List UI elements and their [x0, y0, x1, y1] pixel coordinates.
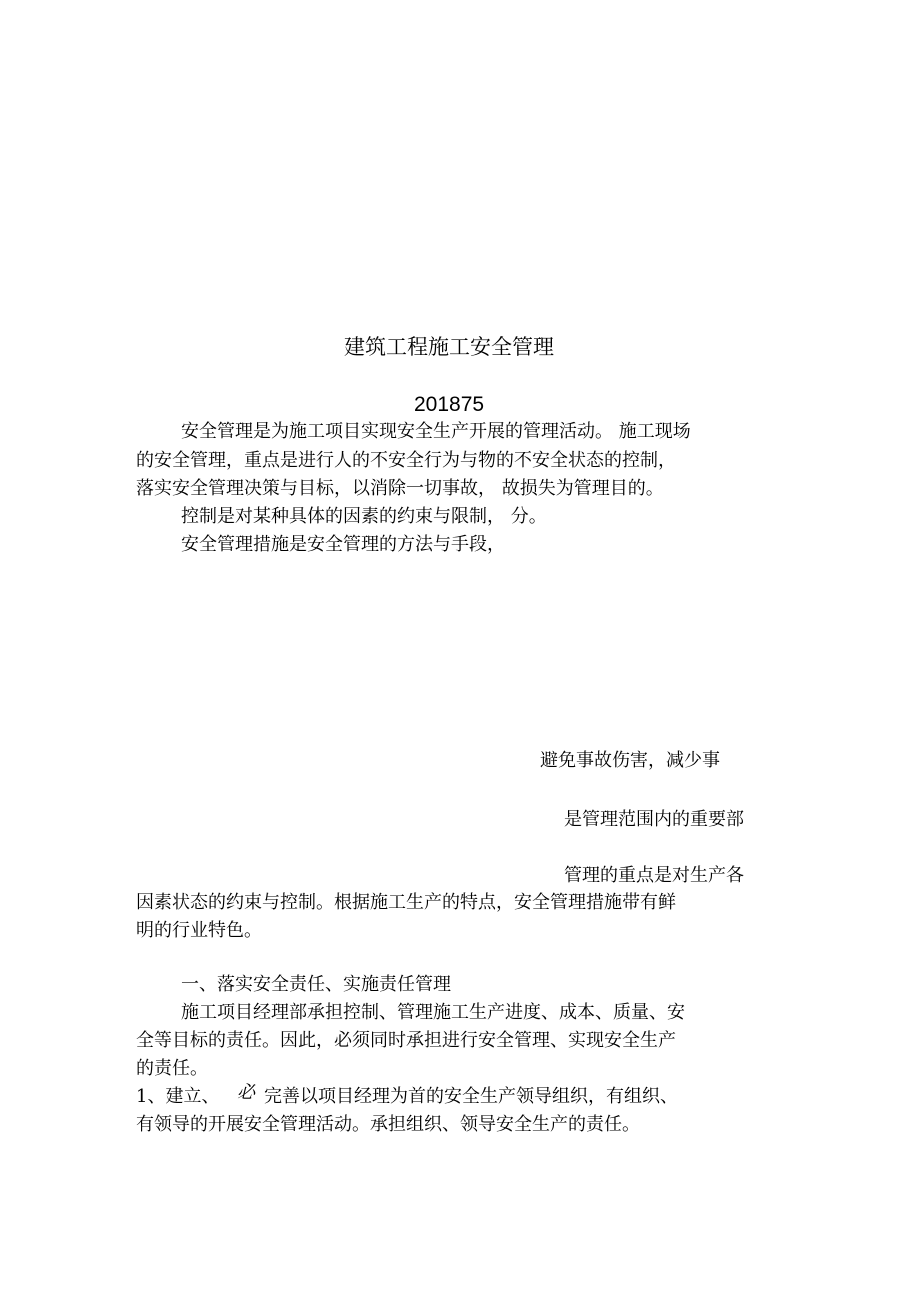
section-heading: 一、落实安全责任、实施责任管理 [181, 974, 451, 995]
paragraph-line: 因素状态的约束与控制。根据施工生产的特点，安全管理措施带有鲜 [136, 892, 676, 913]
paragraph-fragment: 必 [237, 1082, 255, 1103]
paragraph-line: 安全管理是为施工项目实现安全生产开展的管理活动。 施工现场 [181, 421, 691, 442]
paragraph-line: 完善以项目经理为首的安全生产领导组织，有组织、 [264, 1086, 678, 1107]
paragraph-line: 控制是对某种具体的因素的约束与限制， 分。 [181, 506, 547, 527]
paragraph-line: 施工项目经理部承担控制、管理施工生产进度、成本、质量、安 [181, 1002, 685, 1023]
paragraph-line: 全等目标的责任。因此，必须同时承担进行安全管理、实现安全生产 [136, 1030, 676, 1051]
paragraph-line: 的安全管理，重点是进行人的不安全行为与物的不安全状态的控制， [136, 450, 676, 471]
paragraph-line: 有领导的开展安全管理活动。承担组织、领导安全生产的责任。 [136, 1114, 640, 1135]
paragraph-line: 管理的重点是对生产各 [564, 865, 744, 886]
paragraph-line: 落实安全管理决策与目标，以消除一切事故， 故损失为管理目的。 [136, 478, 664, 499]
document-title: 建筑工程施工安全管理 [344, 335, 554, 359]
paragraph-line: 安全管理措施是安全管理的方法与手段， [181, 534, 505, 555]
paragraph-line: 是管理范围内的重要部 [564, 809, 744, 830]
paragraph-line: 的责任。 [136, 1058, 208, 1079]
paragraph-line: 避免事故伤害，减少事 [540, 750, 720, 771]
document-date: 201875 [414, 393, 485, 416]
list-item-number: 1、建立、 [136, 1086, 220, 1107]
paragraph-line: 明的行业特色。 [136, 920, 262, 941]
